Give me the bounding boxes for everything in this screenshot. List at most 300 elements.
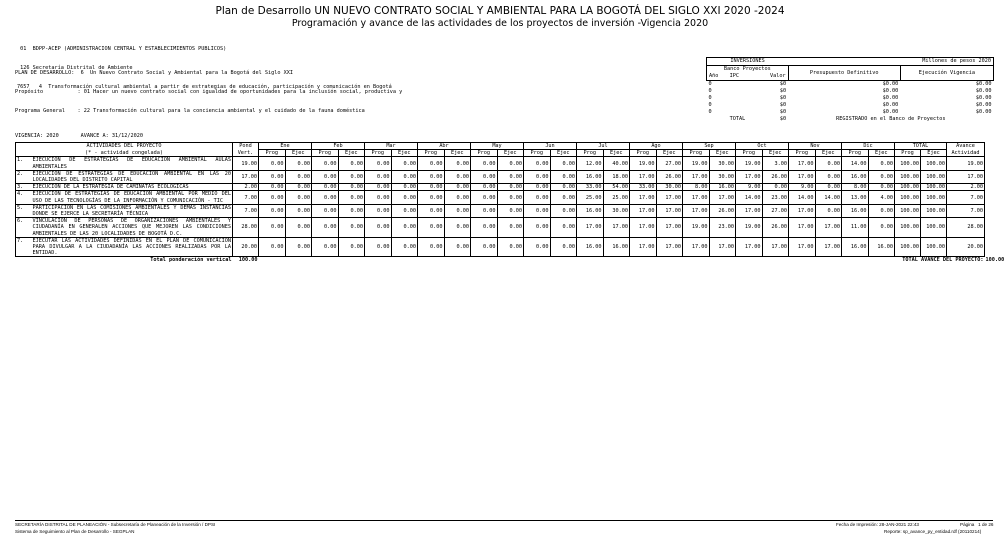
prog-header: Prog (842, 150, 869, 157)
ejec-header: Ejec (603, 150, 630, 157)
ejec-header: Ejec (444, 150, 471, 157)
inversiones-units: Millones de pesos 2020 (788, 58, 993, 66)
ejec-header: Ejec (868, 150, 895, 157)
ejec-value: 0.00 (285, 218, 312, 238)
prog-value: 0.00 (259, 204, 286, 217)
prog-value: 17.00 (630, 170, 657, 183)
ejec-value: 0.00 (497, 157, 524, 170)
inv-presupuesto: $0.00 (882, 88, 899, 95)
ejec-value: 0.00 (762, 184, 789, 191)
ejec-value: 26.00 (709, 204, 736, 217)
month-header-oct: Oct (736, 143, 789, 150)
avance-header: Avance (947, 143, 985, 150)
inversiones-row (707, 102, 994, 109)
presupuesto-header: Presupuesto Definitivo (788, 66, 900, 81)
prog-value: 8.00 (683, 184, 710, 191)
ejec-value: 0.00 (815, 184, 842, 191)
pond-value: 7.00 (233, 204, 259, 217)
vert-header: Vert. (233, 150, 259, 157)
footer-pagina: Página 1 de 26 (960, 522, 994, 527)
prog-value: 0.00 (418, 157, 445, 170)
ejec-value: 0.00 (338, 237, 365, 257)
prog-value: 0.00 (259, 157, 286, 170)
ejec-value: 0.00 (285, 184, 312, 191)
prog-value: 0.00 (524, 218, 551, 238)
prog-value: 0.00 (418, 184, 445, 191)
prog-value: 19.00 (736, 157, 763, 170)
inversiones-row (707, 95, 994, 102)
pond-value: 17.00 (233, 170, 259, 183)
plan-line: PLAN DE DESARROLLO: 6 Un Nuevo Contrato Social y Ambiental para la Bogotá del Siglo XXI (15, 70, 293, 77)
ejec-value: 30.00 (709, 170, 736, 183)
inv-anio: 0 (708, 109, 712, 116)
activity-description: EJECUTAR LAS ACTIVIDADES DEFINIDAS EN EL PLAN DE COMUNICACIÓN PARA DIVULGAR A LA CIUDADANÍA LAS ACCIONES REALIZADAS POR LA ENTIDAD. (32, 237, 231, 257)
prog-value: 0.00 (418, 191, 445, 204)
ejec-value: 54.00 (603, 184, 630, 191)
prog-value: 0.00 (312, 218, 339, 238)
total-ejec-value: 100.00 (921, 157, 947, 170)
inversiones-total-valor: $0 (779, 116, 787, 123)
pond-value: 19.00 (233, 157, 259, 170)
prog-header: Prog (365, 150, 392, 157)
total-prog-value: 100.00 (895, 204, 921, 217)
prog-header: Prog (683, 150, 710, 157)
prog-header: Prog (789, 150, 816, 157)
prog-value: 17.00 (789, 204, 816, 217)
ejec-value: 0.00 (444, 237, 471, 257)
total-prog-value: 100.00 (895, 191, 921, 204)
ejec-value: 0.00 (444, 157, 471, 170)
activity-description: EJECUCIÓN DE LA ESTRATEGIA DE CAMINATAS ECOLÓGICAS (32, 184, 233, 191)
ejec-value: 18.00 (603, 170, 630, 183)
month-header-abr: Abr (418, 143, 471, 150)
prog-value: 17.00 (683, 237, 710, 257)
prog-value: 16.00 (577, 204, 604, 217)
ejec-value: 3.00 (762, 157, 789, 170)
ejec-value: 27.00 (762, 204, 789, 217)
ejec-header: Ejec (762, 150, 789, 157)
entity-line: 7657 4 Transformación cultural ambiental a partir de estrategias de educación, participación y comunicación en Bogotá (17, 83, 392, 90)
ejec-value: 0.00 (868, 157, 895, 170)
prog-header: Prog (524, 150, 551, 157)
inv-ejecucion: $0.00 (975, 109, 992, 116)
prog-value: 0.00 (471, 157, 498, 170)
ejec-value: 0.00 (497, 184, 524, 191)
ejec-value: 14.00 (815, 191, 842, 204)
inv-valor: $0 (779, 95, 787, 102)
prog-value: 17.00 (736, 170, 763, 183)
inv-anio: 0 (708, 81, 712, 88)
total-avance-value: 100.00 (985, 256, 1004, 263)
footer-sistema: Sistema de Seguimiento al Plan de Desarrollo - SEGPLAN (15, 529, 135, 534)
prog-value: 17.00 (789, 218, 816, 238)
ejec-value: 0.00 (285, 237, 312, 257)
prog-value: 17.00 (789, 237, 816, 257)
table-row (16, 170, 993, 183)
prog-header: Prog (418, 150, 445, 157)
ejec-value: 0.00 (868, 184, 895, 191)
ejec-value: 0.00 (391, 218, 418, 238)
ejec-value: 0.00 (815, 170, 842, 183)
prog-value: 0.00 (524, 191, 551, 204)
ejec-value: 0.00 (550, 218, 577, 238)
total-prog-value: 100.00 (895, 184, 921, 191)
prog-value: 17.00 (630, 204, 657, 217)
table-row (16, 191, 993, 204)
inversiones-table (706, 57, 994, 123)
prog-value: 0.00 (259, 191, 286, 204)
pond-header: Pond (233, 143, 259, 150)
prog-value: 0.00 (312, 170, 339, 183)
ejec-value: 0.00 (391, 184, 418, 191)
ejec-value: 0.00 (444, 184, 471, 191)
ejec-value: 17.00 (656, 204, 683, 217)
inversiones-row (707, 88, 994, 95)
activity-description: VINCULACIÓN DE PERSONAS DE ORGANIZACIONES AMBIENTALES Y CIUDADANÍA EN GENERALEN ACCIONES QUE MEJOREN LAS CONDICIONES AMBIENTALES DE LAS 20 LOCALIDADES DE BOGOTÁ D.C. (32, 218, 231, 237)
ejec-value: 0.00 (550, 157, 577, 170)
pond-value: 2.00 (233, 184, 259, 191)
ejec-value: 17.00 (656, 237, 683, 257)
prog-value: 0.00 (259, 237, 286, 257)
footer-secretaria: SECRETARÍA DISTRITAL DE PLANEACIÓN - Subsecretaría de Planeación de la Inversión / DPSI (15, 522, 216, 527)
inv-ejecucion: $0.00 (975, 81, 992, 88)
entity-line: 01 BDPP-ACEP (ADMINISTRACION CENTRAL Y ESTABLECIMIENTOS PUBLICOS) (17, 46, 227, 53)
prog-value: 0.00 (524, 184, 551, 191)
total-avance-label: TOTAL AVANCE DEL PROYECTO: (902, 257, 984, 264)
prog-value: 0.00 (259, 218, 286, 238)
ejec-value: 26.00 (762, 218, 789, 238)
valor-header: Valor (757, 73, 788, 81)
prog-value: 17.00 (577, 218, 604, 238)
prog-value: 0.00 (471, 218, 498, 238)
prog-value: 0.00 (365, 184, 392, 191)
ejec-value: 0.00 (285, 191, 312, 204)
inv-presupuesto: $0.00 (882, 95, 899, 102)
ejec-value: 0.00 (391, 237, 418, 257)
vigencia-label: VIGENCIA: 2020 AVANCE A: 31/12/2020 (15, 133, 144, 139)
ejec-value: 17.00 (656, 218, 683, 238)
prog-value: 0.00 (259, 170, 286, 183)
ejec-value: 0.00 (550, 237, 577, 257)
total-prog-header: Prog (895, 150, 921, 157)
prog-value: 16.00 (842, 237, 869, 257)
inv-valor: $0 (779, 102, 787, 109)
prog-value: 0.00 (524, 204, 551, 217)
inv-valor: $0 (779, 88, 787, 95)
prog-value: 0.00 (365, 204, 392, 217)
footer-reporte: Reporte: sp_avance_py_entidad.rdf (20110214) (884, 529, 982, 534)
total-ejec-header: Ejec (921, 150, 947, 157)
prog-value: 17.00 (789, 157, 816, 170)
ejec-value: 0.00 (815, 157, 842, 170)
ejec-value: 0.00 (868, 218, 895, 238)
plan-block (15, 58, 402, 120)
ejec-value: 0.00 (338, 191, 365, 204)
congelada-note: (* - actividad congelada) (16, 150, 233, 157)
month-header-sep: Sep (683, 143, 736, 150)
ejec-value: 0.00 (550, 204, 577, 217)
ejec-value: 30.00 (656, 184, 683, 191)
ejec-value: 17.00 (815, 218, 842, 238)
prog-value: 9.00 (789, 184, 816, 191)
prog-value: 19.00 (736, 218, 763, 238)
activity-description: EJECUCIÓN DE ESTRATEGIAS DE EDUCACIÓN AMBIENTAL POR MEDIO DEL USO DE LAS TECNOLOGÍAS DE LA INFORMACIÓN Y COMUNICACIÓN - TIC (32, 191, 231, 204)
prog-value: 8.00 (842, 184, 869, 191)
inversiones-row (707, 81, 994, 89)
inv-valor: $0 (779, 109, 787, 116)
total-ejec-value: 100.00 (921, 170, 947, 183)
avance-value: 28.00 (947, 218, 985, 238)
inversiones-title: INVERSIONES (707, 58, 789, 66)
ejec-value: 0.00 (444, 191, 471, 204)
prog-value: 0.00 (365, 218, 392, 238)
report-title: Plan de Desarrollo UN NUEVO CONTRATO SOCIAL Y AMBIENTAL PARA LA BOGOTÁ DEL SIGLO XXI 2020 -2024 (215, 5, 785, 17)
pond-value: 20.00 (233, 237, 259, 257)
table-row (16, 204, 993, 217)
prog-value: 17.00 (736, 237, 763, 257)
registrado-label: REGISTRADO en el Banco de Proyectos (836, 116, 946, 123)
month-header-mar: Mar (365, 143, 418, 150)
avance-value: 7.00 (947, 191, 985, 204)
avance-value: 19.00 (947, 157, 985, 170)
prog-value: 17.00 (789, 170, 816, 183)
prog-value: 0.00 (418, 204, 445, 217)
ipc-header: IPC (728, 73, 758, 81)
activity-description: EJECUCIÓN DE ESTRATEGIAS DE EDUCACIÓN AMBIENTAL EN LAS 20 LOCALIDADES DEL DISTRITO CAPITAL (32, 170, 231, 184)
prog-value: 0.00 (471, 170, 498, 183)
actividades-header: ACTIVIDADES DEL PROYECTO (16, 143, 233, 150)
ejec-value: 0.00 (338, 204, 365, 217)
prog-header: Prog (736, 150, 763, 157)
ejec-value: 0.00 (868, 204, 895, 217)
ejec-value: 0.00 (497, 170, 524, 183)
ejec-header: Ejec (550, 150, 577, 157)
ejec-value: 17.00 (709, 237, 736, 257)
inv-ipc (728, 102, 758, 109)
ejec-value: 0.00 (497, 204, 524, 217)
prog-value: 0.00 (524, 157, 551, 170)
inv-anio: 0 (708, 88, 712, 95)
prog-value: 0.00 (524, 237, 551, 257)
ejec-value: 30.00 (603, 204, 630, 217)
prog-value: 16.00 (842, 204, 869, 217)
prog-value: 0.00 (365, 170, 392, 183)
total-prog-value: 100.00 (895, 218, 921, 238)
inv-presupuesto: $0.00 (882, 109, 899, 116)
actividad-header: Actividad (947, 150, 985, 157)
prog-value: 0.00 (471, 184, 498, 191)
total-header: TOTAL (895, 143, 947, 150)
ejec-value: 16.00 (868, 237, 895, 257)
table-row (16, 218, 993, 238)
ejec-value: 0.00 (391, 191, 418, 204)
prog-value: 0.00 (312, 157, 339, 170)
inv-ipc (728, 109, 758, 116)
total-prog-value: 100.00 (895, 237, 921, 257)
prog-header: Prog (312, 150, 339, 157)
total-ejec-value: 100.00 (921, 204, 947, 217)
plan-line: Programa General : 22 Transformación cultural para la conciencia ambiental y el cuidado de la fauna doméstica (15, 107, 365, 114)
prog-value: 0.00 (365, 191, 392, 204)
pond-value: 7.00 (233, 191, 259, 204)
activity-index: 6. (16, 218, 32, 238)
ejec-value: 0.00 (338, 157, 365, 170)
total-ejec-value: 100.00 (921, 218, 947, 238)
prog-value: 17.00 (683, 191, 710, 204)
month-header-feb: Feb (312, 143, 365, 150)
ejec-value: 0.00 (550, 170, 577, 183)
ejec-header: Ejec (656, 150, 683, 157)
total-prog-value: 100.00 (895, 170, 921, 183)
avance-value: 20.00 (947, 237, 985, 257)
ejec-value: 0.00 (285, 170, 312, 183)
ejec-value: 25.00 (603, 191, 630, 204)
prog-value: 0.00 (471, 191, 498, 204)
ejec-header: Ejec (497, 150, 524, 157)
prog-value: 0.00 (312, 184, 339, 191)
table-row (16, 237, 993, 257)
ejec-value: 0.00 (285, 157, 312, 170)
total-ejec-value: 100.00 (921, 237, 947, 257)
ejec-value: 16.00 (603, 237, 630, 257)
prog-value: 12.00 (577, 157, 604, 170)
pond-value: 28.00 (233, 218, 259, 238)
prog-value: 0.00 (259, 184, 286, 191)
totals-row (16, 257, 993, 264)
inversiones-row (707, 109, 994, 116)
footer-fecha: Fecha de Impresión: 28-JAN-2021 22:43 (836, 522, 919, 527)
avance-value: 17.00 (947, 170, 985, 183)
activity-index: 2. (16, 170, 32, 183)
prog-value: 0.00 (418, 170, 445, 183)
total-ejec-value: 100.00 (921, 184, 947, 191)
activity-description: PARTICIPACIÓN EN LAS COMISIONES AMBIENTALES Y DEMÁS INSTANCIAS DONDE SE EJERCE LA SECRETARÍA TÉCNICA (32, 204, 231, 218)
prog-value: 14.00 (736, 191, 763, 204)
prog-value: 17.00 (736, 204, 763, 217)
ejec-value: 0.00 (868, 170, 895, 183)
ejec-value: 0.00 (444, 204, 471, 217)
prog-value: 25.00 (577, 191, 604, 204)
inv-presupuesto: $0.00 (882, 102, 899, 109)
ejec-header: Ejec (391, 150, 418, 157)
prog-header: Prog (259, 150, 286, 157)
activities-table (15, 142, 1004, 264)
prog-value: 17.00 (630, 237, 657, 257)
ejec-value: 26.00 (656, 170, 683, 183)
activity-description: EJECUCIÓN DE ESTRATEGIAS DE EDUCACIÓN AMBIENTAL AULAS AMBIENTALES (32, 157, 231, 170)
month-header-ene: Ene (259, 143, 312, 150)
activity-index: 3. (16, 184, 32, 191)
total-prog-value: 100.00 (895, 157, 921, 170)
total-ejec-value: 100.00 (921, 191, 947, 204)
month-header-nov: Nov (789, 143, 842, 150)
prog-value: 14.00 (842, 157, 869, 170)
ejec-value: 0.00 (497, 218, 524, 238)
activity-index: 1. (16, 157, 32, 170)
prog-value: 0.00 (471, 237, 498, 257)
ejec-value: 17.00 (656, 191, 683, 204)
ejec-value: 30.00 (709, 157, 736, 170)
prog-value: 11.00 (842, 218, 869, 238)
month-header-jul: Jul (577, 143, 630, 150)
ejec-value: 27.00 (656, 157, 683, 170)
prog-value: 0.00 (418, 218, 445, 238)
table-row (16, 157, 993, 170)
avance-value: 2.00 (947, 184, 985, 191)
activity-index: 5. (16, 204, 32, 217)
ejec-value: 0.00 (444, 218, 471, 238)
activity-index: 7. (16, 237, 32, 257)
ejec-value: 17.00 (762, 237, 789, 257)
prog-value: 0.00 (365, 237, 392, 257)
ejec-header: Ejec (285, 150, 312, 157)
inversiones-total-label: TOTAL (729, 116, 746, 123)
footer-divider (15, 520, 993, 521)
activity-index: 4. (16, 191, 32, 204)
ejec-value: 0.00 (815, 204, 842, 217)
ejec-value: 40.00 (603, 157, 630, 170)
ejec-value: 0.00 (338, 184, 365, 191)
ejec-value: 0.00 (497, 191, 524, 204)
banco-proyectos-header: Banco Proyectos (707, 66, 789, 74)
inv-ejecucion: $0.00 (975, 95, 992, 102)
ejec-value: 17.00 (603, 218, 630, 238)
ejec-value: 0.00 (391, 204, 418, 217)
ejec-value: 4.00 (868, 191, 895, 204)
prog-value: 16.00 (842, 170, 869, 183)
month-header-may: May (471, 143, 524, 150)
ejec-value: 23.00 (709, 218, 736, 238)
ejec-value: 0.00 (285, 204, 312, 217)
inv-ipc (728, 88, 758, 95)
prog-value: 17.00 (683, 204, 710, 217)
inv-anio: 0 (708, 95, 712, 102)
ejec-value: 0.00 (391, 170, 418, 183)
table-row (16, 184, 993, 191)
ejec-header: Ejec (815, 150, 842, 157)
avance-value: 7.00 (947, 204, 985, 217)
prog-value: 19.00 (630, 157, 657, 170)
prog-value: 17.00 (683, 170, 710, 183)
ejec-header: Ejec (338, 150, 365, 157)
inv-anio: 0 (708, 102, 712, 109)
prog-value: 14.00 (789, 191, 816, 204)
prog-value: 13.00 (842, 191, 869, 204)
prog-value: 33.00 (630, 184, 657, 191)
prog-value: 33.00 (577, 184, 604, 191)
prog-value: 19.00 (683, 157, 710, 170)
prog-value: 9.00 (736, 184, 763, 191)
total-pond-label: Total ponderación vertical (150, 257, 232, 264)
ejec-value: 0.00 (444, 170, 471, 183)
inv-ipc (728, 81, 758, 89)
ejec-value: 26.00 (762, 170, 789, 183)
prog-value: 0.00 (312, 204, 339, 217)
entity-line: 126 Secretaría Distrital de Ambiente (17, 65, 133, 72)
prog-value: 17.00 (630, 191, 657, 204)
prog-header: Prog (577, 150, 604, 157)
ejec-value: 17.00 (815, 237, 842, 257)
ejec-header: Ejec (709, 150, 736, 157)
ejec-value: 0.00 (391, 157, 418, 170)
month-header-dic: Dic (842, 143, 895, 150)
prog-value: 16.00 (577, 237, 604, 257)
ejecucion-header: Ejecución Vigencia (900, 66, 993, 81)
prog-header: Prog (630, 150, 657, 157)
inv-ejecucion: $0.00 (975, 88, 992, 95)
ejec-value: 0.00 (550, 184, 577, 191)
prog-header: Prog (471, 150, 498, 157)
